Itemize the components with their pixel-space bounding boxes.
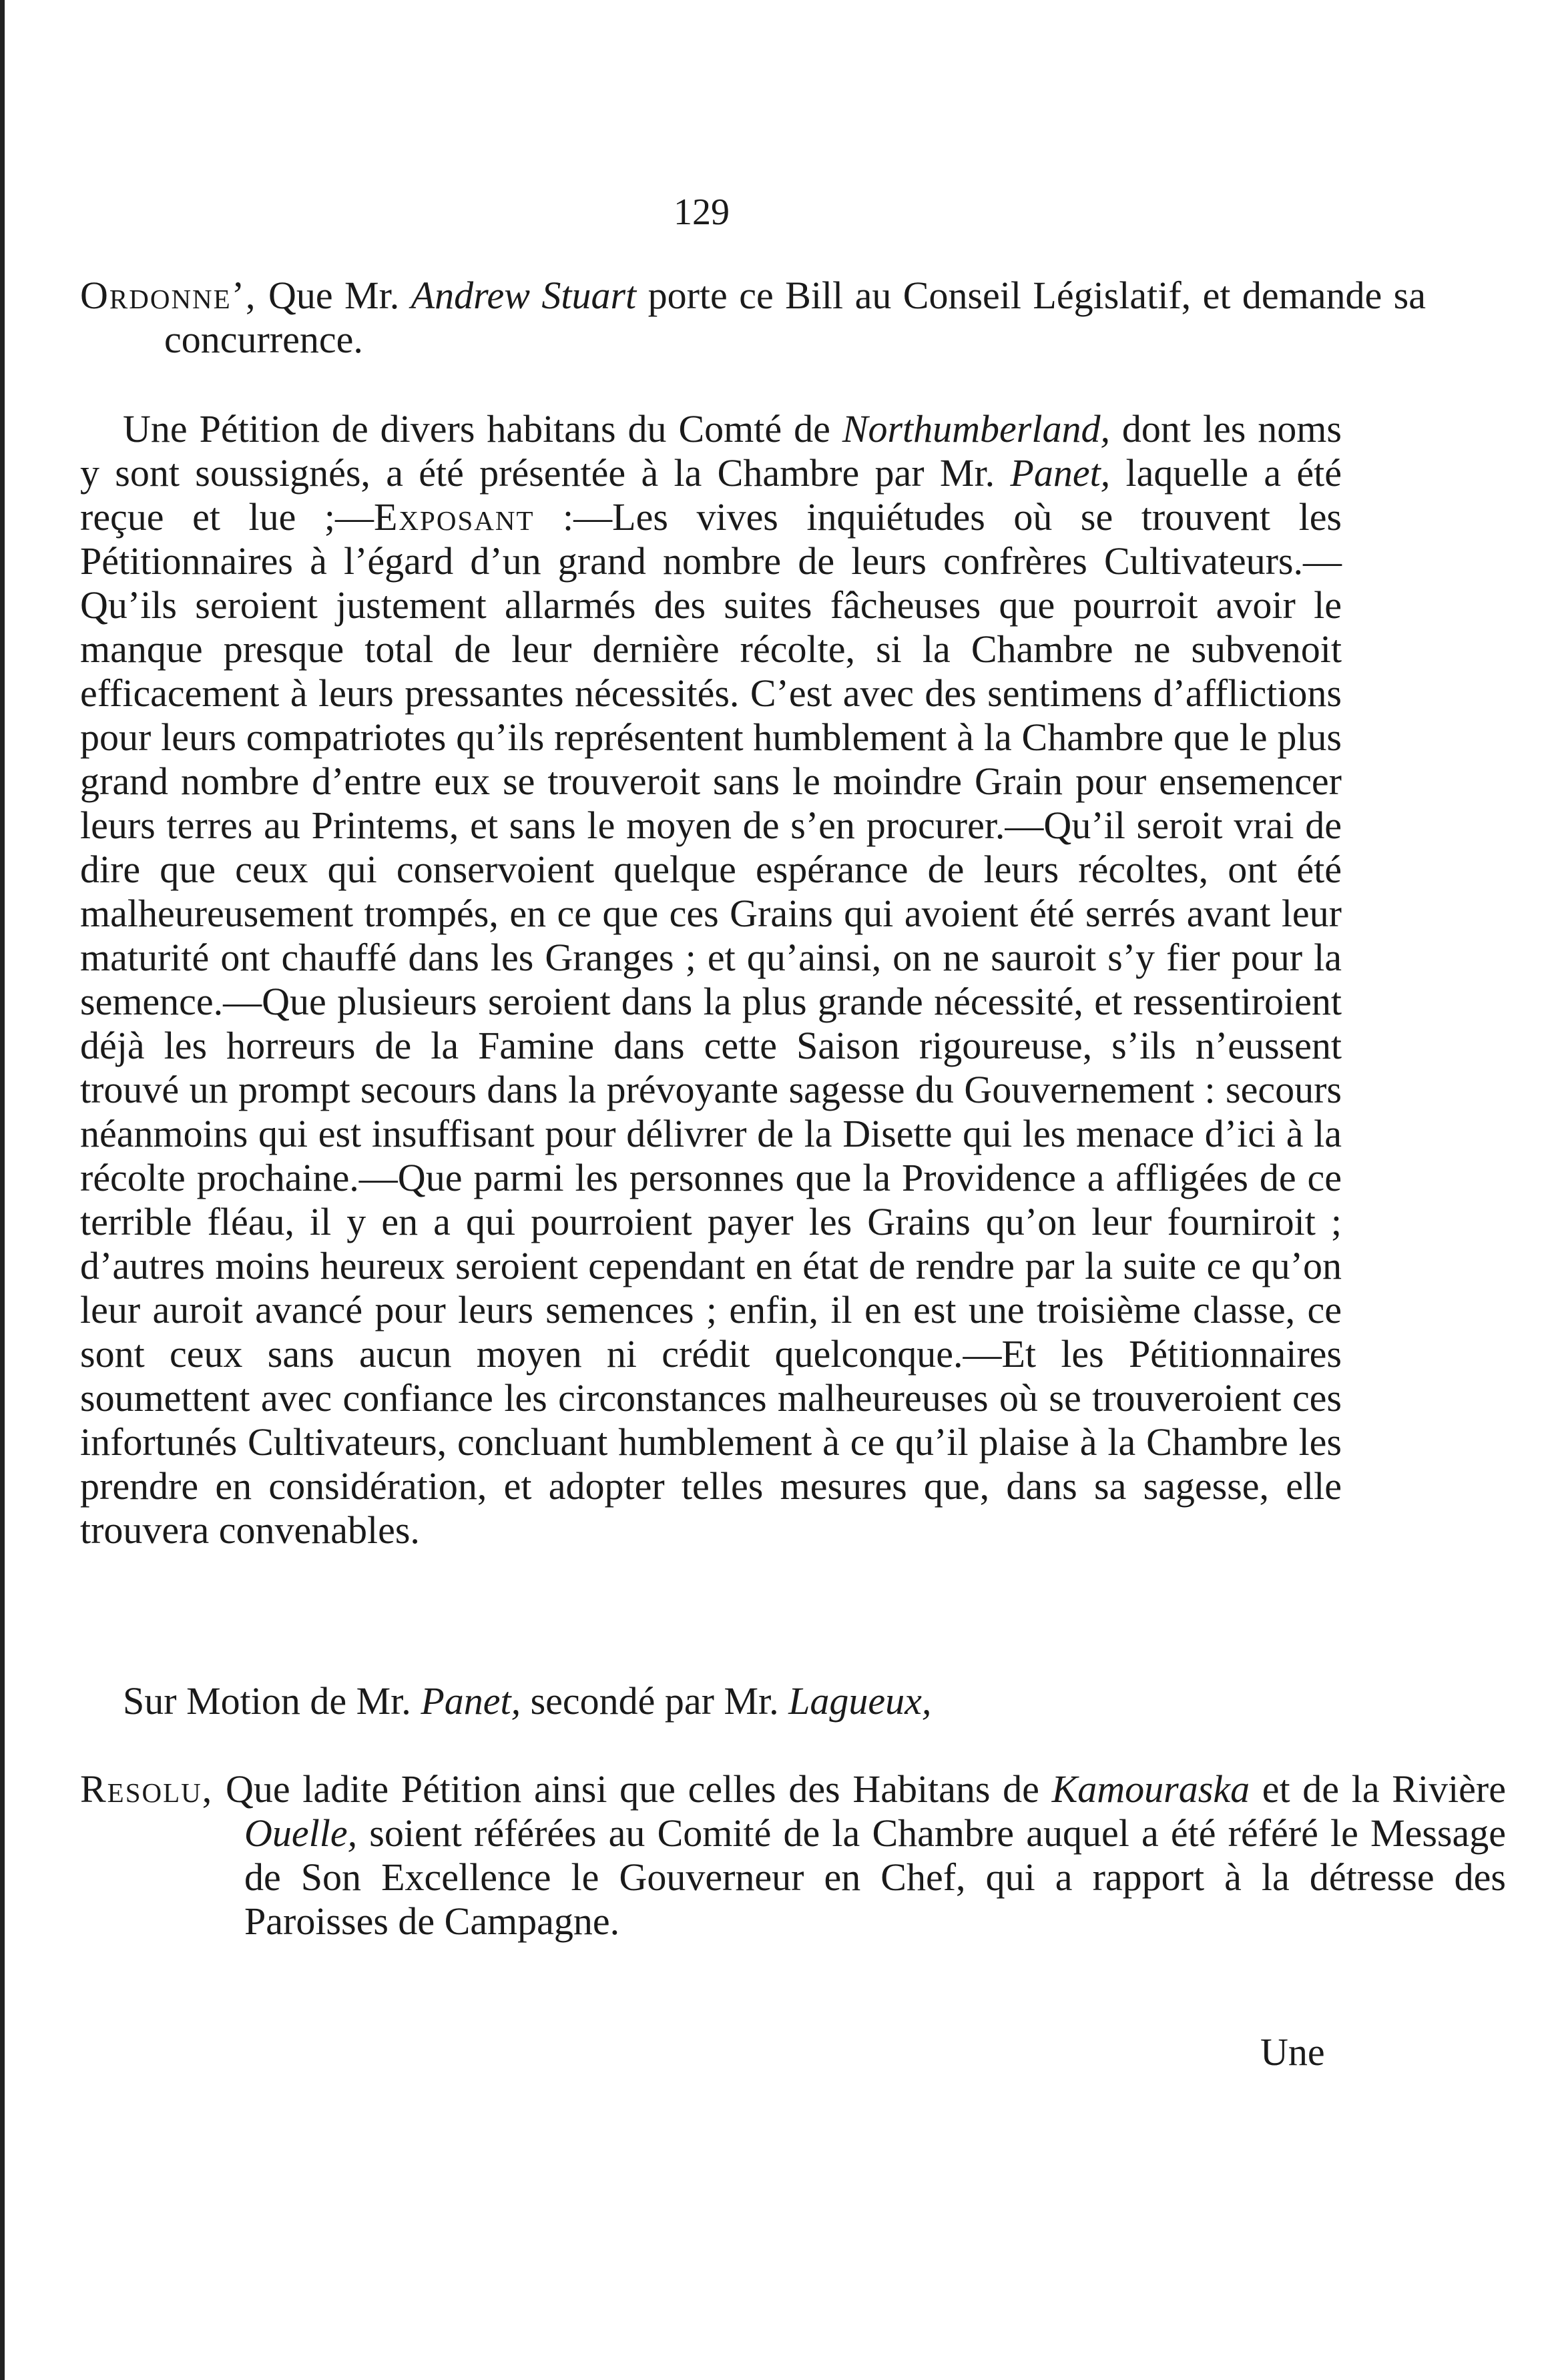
resolu-place-kamouraska: Kamouraska: [1051, 1767, 1250, 1811]
petition-exposant: Exposant: [374, 495, 535, 539]
motion-text-mid: secondé par Mr.: [521, 1679, 789, 1723]
resolu-place-ouelle: Ouelle,: [244, 1811, 358, 1855]
catchword: Une: [1260, 2030, 1325, 2074]
motion-paragraph: [80, 1679, 1342, 1723]
ordonne-member-name: Andrew Stuart: [411, 274, 637, 317]
motion-seconder: Lagueux,: [788, 1679, 932, 1723]
ordonne-text-post: porte ce Bill au Conseil Législatif, et demande sa concurrence.: [164, 274, 1426, 361]
resolu-text-pre: Que ladite Pétition ainsi que celles des Habitans de: [213, 1767, 1052, 1811]
page-edge: [0, 0, 5, 2380]
resolu-text-post: soient référées au Comité de la Chambre auquel a été référé le Message de Son Excellence le Gouverneur en Chef, qui a rapport à la détresse des Paroisses de Campagne.: [244, 1811, 1506, 1943]
petition-paragraph: [80, 407, 1342, 1552]
petition-county: Northumberland,: [842, 407, 1110, 451]
ordonne-keyword: Ordonne’,: [80, 274, 257, 317]
resolu-keyword: Resolu,: [80, 1767, 214, 1811]
petition-text-3: laquelle a été reçue et lue ;—: [80, 451, 1342, 539]
page-number: 129: [674, 192, 730, 233]
petition-text-1: Une Pétition de divers habitans du Comté de: [123, 407, 842, 451]
motion-mover: Panet,: [421, 1679, 521, 1723]
petition-text-4: :—Les vives inquiétudes où se trouvent les Pétitionnaires à l’égard d’un grand nombre de leurs confrères Cultivateurs.—Qu’ils seroient justement allarmés des suites fâcheuses que pourroit avoir le manque presque total de leur dernière récolte, si la Chambre ne subvenoit efficacement à leurs pressantes nécessités. C’est avec des sentimens d’afflictions pour leurs compatriotes qu’ils représentent humblement à la Chambre que le plus grand nombre d’entre eux se trouveroit sans le moindre Grain pour ensemencer leurs terres au Printems, et sans le moyen de s’en procurer.—Qu’il seroit vrai de dire que ceux qui conservoient quelque espérance de leurs récoltes, ont été malheureusement trompés, en ce que ces Grains qui avoient été serrés avant leur maturité ont chauffé dans les Granges ; et qu’ainsi, on ne sauroit s’y fier pour la semence.—Que plusieurs seroient dans la plus grande nécessité, et ressentiroient déjà les horreurs de la Famine dans cette Saison rigoureuse, s’ils n’eussent trouvé un prompt secours dans la prévoyante sagesse du Gouvernement : secours néanmoins qui est insuffisant pour délivrer de la Disette qui les menace d’ici à la récolte prochaine.—Que parmi les personnes que la Providence a affligées de ce terrible fléau, il y en a qui pourroient payer les Grains qu’on leur fourniroit ; d’autres moins heureux seroient cependant en état de rendre par la suite ce qu’on leur auroit avancé pour leurs semences ; enfin, il en est une troisième classe, ce sont ceux sans aucun moyen ni crédit quelconque.—Et les Pétitionnaires soumettent avec confiance les circonstances malheureuses où se trouveroient ces infortunés Cultivateurs, concluant humblement à ce qu’il plaise à la Chambre les prendre en considération, et adopter telles mesures que, dans sa sagesse, elle trouvera convenables.: [80, 495, 1342, 1552]
resolu-text-mid: et de la Rivière: [1250, 1767, 1506, 1811]
motion-text-pre: Sur Motion de Mr.: [123, 1679, 421, 1723]
petition-member: Panet,: [1010, 451, 1111, 495]
ordonne-paragraph: [80, 274, 1426, 362]
petition-text-2: dont les noms y sont soussignés, a été présentée à la Chambre par Mr.: [80, 407, 1342, 495]
resolu-paragraph: [80, 1767, 1506, 1944]
ordonne-text-pre: Que Mr.: [256, 274, 411, 317]
